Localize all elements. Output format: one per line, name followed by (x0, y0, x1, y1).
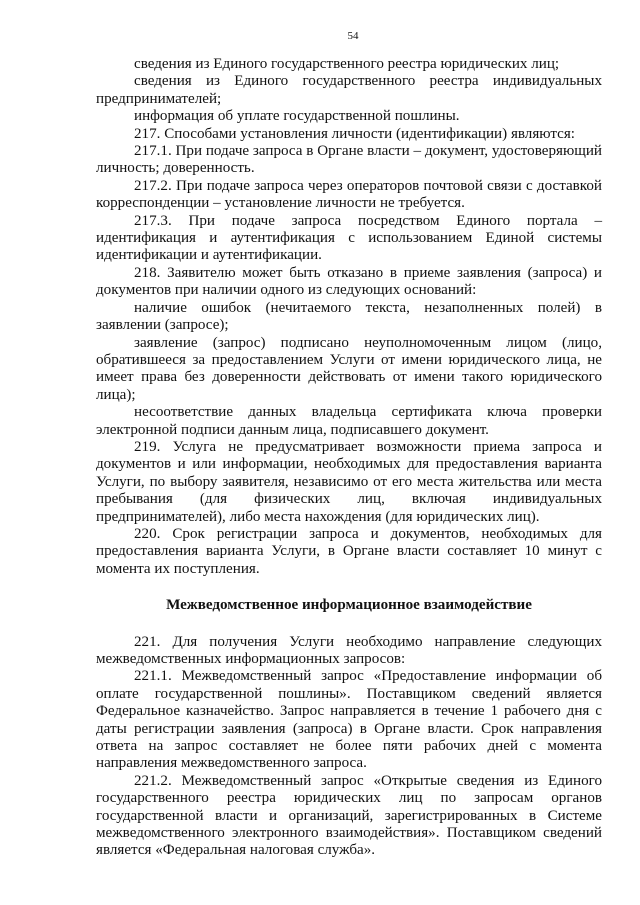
paragraph-218: 218. Заявителю может быть отказано в приеме заявления (запроса) и документов при наличии одного из следующих оснований: (96, 264, 602, 299)
paragraph: информация об уплате государственной пошлины. (134, 108, 460, 125)
paragraph: несоответствие данных владельца сертификата ключа проверки электронной подписи данным лица, подписавшего документ. (96, 404, 602, 438)
paragraph-219: 219. Услуга не предусматривает возможности приема запроса и документов и или информации, необходимых для предоставления варианта Услуги, по выбору заявителя, независимо от его места жительства или места пребывания (для физических лиц, включая индивидуальных предпринимателей), либо места нахождения (для юридических лиц). (96, 438, 602, 525)
paragraph: сведения из Единого государственного реестра юридических лиц; (134, 56, 560, 72)
document-body (96, 56, 602, 860)
paragraph: сведения из Единого государственного реестра индивидуальных предпринимателей; (96, 73, 602, 107)
paragraph-217-3: 217.3. При подаче запроса посредством Единого портала – идентификация и аутентификация с использованием Единой системы идентификации и аутентификации. (96, 212, 602, 264)
paragraph: заявление (запрос) подписано неуполномоченным лицом (лицо, обратившееся за предоставлением Услуги от имени юридического лица, не имеет права без доверенности действовать от имени такого юридического лица); (96, 334, 602, 403)
paragraph-217: 217. Способами установления личности (идентификации) являются: (134, 125, 575, 142)
paragraph-221: 221. Для получения Услуги необходимо направление следующих межведомственных информационных запросов: (96, 633, 602, 667)
paragraph: наличие ошибок (нечитаемого текста, незаполненных полей) в заявлении (запросе); (96, 299, 602, 334)
paragraph-217-1: 217.1. При подаче запроса в Органе власти – документ, удостоверяющий личность; доверенность. (96, 143, 602, 177)
paragraph-220: 220. Срок регистрации запроса и документов, необходимых для предоставления варианта Услуги, в Органе власти составляет 10 минут с момента их поступления. (96, 525, 602, 577)
paragraph-221-2: 221.2. Межведомственный запрос «Открытые сведения из Единого государственного реестра юридических лиц по запросам органов государственной власти и организаций, зарегистрированных в Системе межведомственного электронного взаимодействия». Поставщиком сведений является «Федеральная налоговая служба». (96, 772, 602, 859)
paragraph-221-1: 221.1. Межведомственный запрос «Предоставление информации об оплате государственной пошлины». Поставщиком сведений является Федеральное казначейство. Запрос направляется в течение 1 рабочего дня с даты регистрации заявления (запроса) в Органе власти. Срок направления ответа на запрос составляет не более пяти рабочих дней с момента направления межведомственного запроса. (96, 668, 602, 772)
section-heading: Межведомственное информационное взаимодействие (166, 597, 532, 614)
paragraph-217-2: 217.2. При подаче запроса через операторов почтовой связи с доставкой корреспонденции – установление личности не требуется. (96, 177, 602, 212)
page-number: 54 (347, 30, 359, 42)
